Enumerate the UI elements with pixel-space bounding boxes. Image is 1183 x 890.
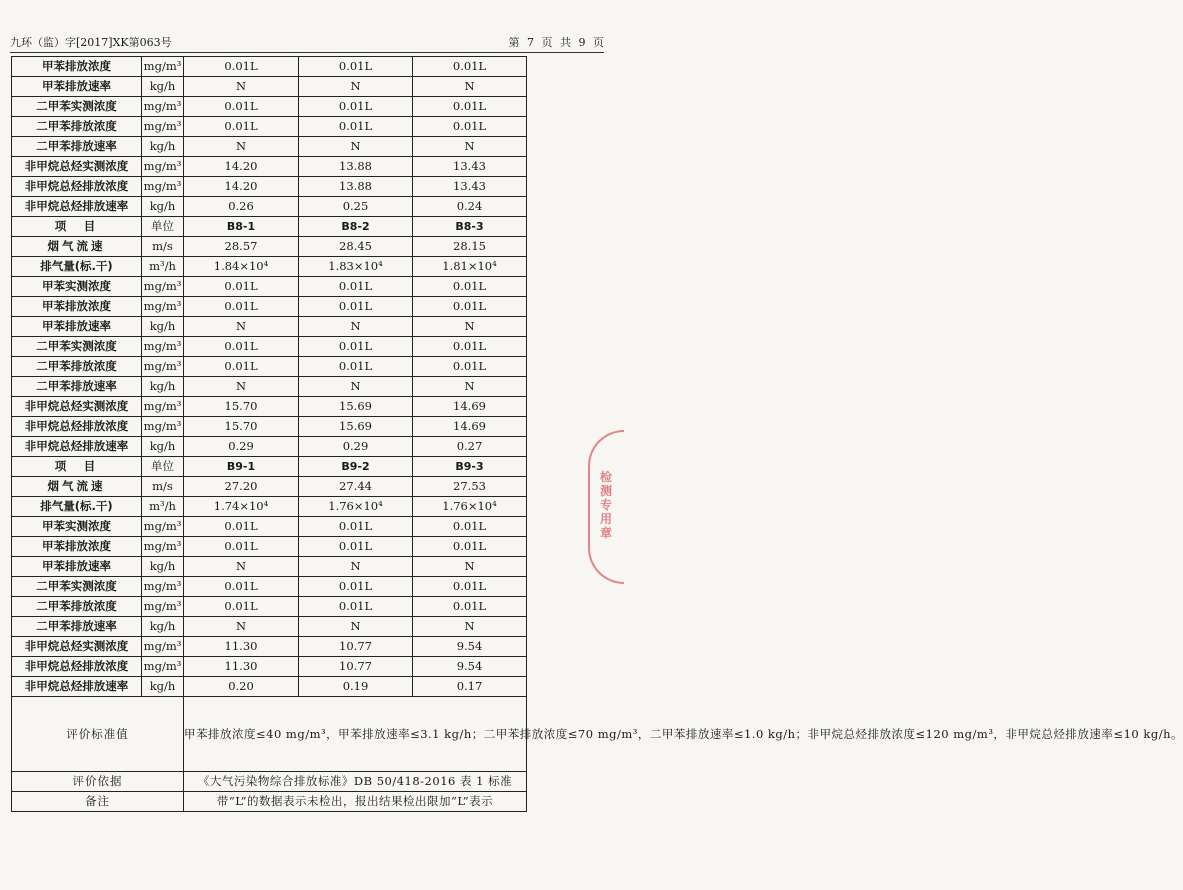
standard-text: 甲苯排放浓度≤40 mg/m³，甲苯排放速率≤3.1 kg/h；二甲苯排放浓度≤70 mg/m³，二甲苯排放速率≤1.0 kg/h；非甲烷总烃排放浓度≤120 mg/m³，非甲烷总烃排放速率≤10 kg/h。 bbox=[184, 697, 527, 772]
table-row bbox=[12, 237, 527, 257]
value-cell: N bbox=[299, 377, 413, 397]
value-cell: 0.01L bbox=[299, 517, 413, 537]
table-row bbox=[12, 537, 527, 557]
parameter-name: 二甲苯实测浓度 bbox=[12, 97, 142, 117]
table-row bbox=[12, 157, 527, 177]
value-cell: 11.30 bbox=[184, 657, 299, 677]
parameter-name: 项 目 bbox=[12, 217, 142, 237]
parameter-name: 二甲苯实测浓度 bbox=[12, 337, 142, 357]
parameter-name: 烟气流速 bbox=[12, 477, 142, 497]
value-cell: 0.01L bbox=[299, 97, 413, 117]
value-cell: N bbox=[299, 77, 413, 97]
project-header-row bbox=[12, 217, 527, 237]
table-row bbox=[12, 477, 527, 497]
table-row bbox=[12, 497, 527, 517]
value-cell: 0.20 bbox=[184, 677, 299, 697]
document-number: 九环（监）字[2017]XK第063号 bbox=[10, 36, 172, 49]
table-row bbox=[12, 337, 527, 357]
basis-label: 评价依据 bbox=[12, 772, 184, 792]
remark-text: 带“L”的数据表示未检出，报出结果检出限加“L”表示 bbox=[184, 792, 527, 812]
value-cell: 0.01L bbox=[184, 57, 299, 77]
value-cell: 10.77 bbox=[299, 657, 413, 677]
value-cell: 11.30 bbox=[184, 637, 299, 657]
table-row bbox=[12, 257, 527, 277]
value-cell: N bbox=[184, 137, 299, 157]
table-row bbox=[12, 577, 527, 597]
value-cell: B8-2 bbox=[299, 217, 413, 237]
value-cell: B9-2 bbox=[299, 457, 413, 477]
parameter-name: 非甲烷总烃实测浓度 bbox=[12, 637, 142, 657]
value-cell: 28.57 bbox=[184, 237, 299, 257]
parameter-name: 二甲苯排放速率 bbox=[12, 617, 142, 637]
value-cell: 0.01L bbox=[184, 97, 299, 117]
value-cell: N bbox=[299, 557, 413, 577]
parameter-name: 二甲苯排放速率 bbox=[12, 377, 142, 397]
value-cell: 0.01L bbox=[413, 337, 527, 357]
standard-label: 评价标准值 bbox=[12, 697, 184, 772]
parameter-name: 二甲苯排放速率 bbox=[12, 137, 142, 157]
unit-cell: m/s bbox=[142, 477, 184, 497]
value-cell: 0.01L bbox=[413, 597, 527, 617]
value-cell: 0.01L bbox=[184, 357, 299, 377]
value-cell: 9.54 bbox=[413, 657, 527, 677]
table-row bbox=[12, 677, 527, 697]
table-row bbox=[12, 657, 527, 677]
table-row bbox=[12, 597, 527, 617]
value-cell: 0.19 bbox=[299, 677, 413, 697]
value-cell: 0.25 bbox=[299, 197, 413, 217]
unit-cell: mg/m³ bbox=[142, 577, 184, 597]
value-cell: 27.44 bbox=[299, 477, 413, 497]
unit-cell: mg/m³ bbox=[142, 597, 184, 617]
unit-cell: kg/h bbox=[142, 77, 184, 97]
table-row bbox=[12, 617, 527, 637]
parameter-name: 非甲烷总烃实测浓度 bbox=[12, 397, 142, 417]
unit-cell: mg/m³ bbox=[142, 337, 184, 357]
parameter-name: 排气量(标.干) bbox=[12, 497, 142, 517]
value-cell: N bbox=[299, 617, 413, 637]
parameter-name: 非甲烷总烃排放速率 bbox=[12, 197, 142, 217]
table-row bbox=[12, 377, 527, 397]
value-cell: 0.01L bbox=[184, 597, 299, 617]
value-cell: 0.01L bbox=[184, 577, 299, 597]
value-cell: N bbox=[413, 377, 527, 397]
unit-cell: mg/m³ bbox=[142, 297, 184, 317]
remark-row bbox=[12, 792, 527, 812]
value-cell: 0.01L bbox=[299, 277, 413, 297]
unit-cell: kg/h bbox=[142, 317, 184, 337]
value-cell: 0.01L bbox=[413, 537, 527, 557]
parameter-name: 非甲烷总烃排放浓度 bbox=[12, 177, 142, 197]
parameter-name: 非甲烷总烃实测浓度 bbox=[12, 157, 142, 177]
value-cell: 0.17 bbox=[413, 677, 527, 697]
table-row bbox=[12, 417, 527, 437]
parameter-name: 甲苯排放浓度 bbox=[12, 57, 142, 77]
value-cell: 0.01L bbox=[413, 57, 527, 77]
parameter-name: 二甲苯排放浓度 bbox=[12, 357, 142, 377]
seal-text: 检测专用章 bbox=[600, 470, 613, 540]
value-cell: 0.01L bbox=[299, 337, 413, 357]
parameter-name: 甲苯排放浓度 bbox=[12, 537, 142, 557]
value-cell: 1.81×10⁴ bbox=[413, 257, 527, 277]
value-cell: 0.01L bbox=[413, 117, 527, 137]
unit-cell: kg/h bbox=[142, 557, 184, 577]
value-cell: N bbox=[413, 617, 527, 637]
header-divider bbox=[10, 52, 604, 53]
value-cell: 0.29 bbox=[299, 437, 413, 457]
table-row bbox=[12, 637, 527, 657]
value-cell: 0.01L bbox=[413, 297, 527, 317]
value-cell: 0.01L bbox=[413, 97, 527, 117]
value-cell: 0.01L bbox=[184, 277, 299, 297]
parameter-name: 二甲苯排放浓度 bbox=[12, 597, 142, 617]
parameter-name: 排气量(标.干) bbox=[12, 257, 142, 277]
page-number: 第 7 页 bbox=[508, 36, 553, 49]
value-cell: 0.01L bbox=[299, 577, 413, 597]
parameter-name: 非甲烷总烃排放速率 bbox=[12, 677, 142, 697]
value-cell: 1.84×10⁴ bbox=[184, 257, 299, 277]
basis-row bbox=[12, 772, 527, 792]
table-row bbox=[12, 197, 527, 217]
unit-cell: kg/h bbox=[142, 617, 184, 637]
value-cell: 27.53 bbox=[413, 477, 527, 497]
unit-cell: 单位 bbox=[142, 217, 184, 237]
unit-cell: mg/m³ bbox=[142, 157, 184, 177]
table-row bbox=[12, 177, 527, 197]
value-cell: N bbox=[413, 317, 527, 337]
parameter-name: 甲苯实测浓度 bbox=[12, 277, 142, 297]
value-cell: N bbox=[184, 77, 299, 97]
value-cell: 0.01L bbox=[184, 337, 299, 357]
value-cell: 9.54 bbox=[413, 637, 527, 657]
project-header-row bbox=[12, 457, 527, 477]
unit-cell: mg/m³ bbox=[142, 277, 184, 297]
value-cell: 0.01L bbox=[413, 277, 527, 297]
table-row bbox=[12, 357, 527, 377]
unit-cell: mg/m³ bbox=[142, 397, 184, 417]
value-cell: 0.24 bbox=[413, 197, 527, 217]
value-cell: 0.29 bbox=[184, 437, 299, 457]
value-cell: 0.01L bbox=[299, 297, 413, 317]
remark-label: 备注 bbox=[12, 792, 184, 812]
unit-cell: mg/m³ bbox=[142, 57, 184, 77]
value-cell: 28.45 bbox=[299, 237, 413, 257]
value-cell: 13.88 bbox=[299, 157, 413, 177]
unit-cell: 单位 bbox=[142, 457, 184, 477]
value-cell: 1.83×10⁴ bbox=[299, 257, 413, 277]
value-cell: N bbox=[184, 317, 299, 337]
unit-cell: mg/m³ bbox=[142, 117, 184, 137]
value-cell: 0.01L bbox=[184, 117, 299, 137]
parameter-name: 甲苯排放速率 bbox=[12, 77, 142, 97]
parameter-name: 非甲烷总烃排放浓度 bbox=[12, 657, 142, 677]
value-cell: B8-1 bbox=[184, 217, 299, 237]
unit-cell: kg/h bbox=[142, 677, 184, 697]
table-row bbox=[12, 397, 527, 417]
unit-cell: m³/h bbox=[142, 257, 184, 277]
value-cell: B9-1 bbox=[184, 457, 299, 477]
unit-cell: m/s bbox=[142, 237, 184, 257]
table-row bbox=[12, 97, 527, 117]
parameter-name: 二甲苯实测浓度 bbox=[12, 577, 142, 597]
value-cell: 15.70 bbox=[184, 417, 299, 437]
value-cell: 0.01L bbox=[299, 57, 413, 77]
value-cell: 14.69 bbox=[413, 417, 527, 437]
table-row bbox=[12, 297, 527, 317]
page-total: 共 9 页 bbox=[560, 36, 604, 49]
value-cell: 0.01L bbox=[184, 297, 299, 317]
unit-cell: m³/h bbox=[142, 497, 184, 517]
parameter-name: 项 目 bbox=[12, 457, 142, 477]
unit-cell: mg/m³ bbox=[142, 517, 184, 537]
value-cell: 14.69 bbox=[413, 397, 527, 417]
parameter-name: 甲苯实测浓度 bbox=[12, 517, 142, 537]
value-cell: 0.01L bbox=[299, 597, 413, 617]
table-row bbox=[12, 557, 527, 577]
value-cell: 0.01L bbox=[413, 517, 527, 537]
unit-cell: mg/m³ bbox=[142, 177, 184, 197]
value-cell: 0.01L bbox=[184, 537, 299, 557]
value-cell: 0.01L bbox=[184, 517, 299, 537]
unit-cell: mg/m³ bbox=[142, 417, 184, 437]
parameter-name: 非甲烷总烃排放速率 bbox=[12, 437, 142, 457]
value-cell: 0.01L bbox=[413, 577, 527, 597]
page-indicator bbox=[509, 34, 605, 50]
parameter-name: 非甲烷总烃排放浓度 bbox=[12, 417, 142, 437]
value-cell: N bbox=[184, 557, 299, 577]
parameter-name: 甲苯排放速率 bbox=[12, 557, 142, 577]
value-cell: N bbox=[413, 137, 527, 157]
value-cell: N bbox=[413, 557, 527, 577]
value-cell: N bbox=[184, 617, 299, 637]
unit-cell: kg/h bbox=[142, 377, 184, 397]
unit-cell: mg/m³ bbox=[142, 97, 184, 117]
value-cell: 13.43 bbox=[413, 177, 527, 197]
table-row bbox=[12, 137, 527, 157]
table-row bbox=[12, 117, 527, 137]
parameter-name: 甲苯排放浓度 bbox=[12, 297, 142, 317]
value-cell: 0.01L bbox=[299, 357, 413, 377]
value-cell: 14.20 bbox=[184, 177, 299, 197]
table-row bbox=[12, 77, 527, 97]
table-row bbox=[12, 517, 527, 537]
value-cell: 1.74×10⁴ bbox=[184, 497, 299, 517]
value-cell: 15.69 bbox=[299, 417, 413, 437]
value-cell: 27.20 bbox=[184, 477, 299, 497]
unit-cell: mg/m³ bbox=[142, 357, 184, 377]
value-cell: 28.15 bbox=[413, 237, 527, 257]
unit-cell: mg/m³ bbox=[142, 537, 184, 557]
value-cell: 15.69 bbox=[299, 397, 413, 417]
value-cell: N bbox=[299, 137, 413, 157]
value-cell: 1.76×10⁴ bbox=[413, 497, 527, 517]
value-cell: 13.88 bbox=[299, 177, 413, 197]
unit-cell: mg/m³ bbox=[142, 637, 184, 657]
value-cell: 14.20 bbox=[184, 157, 299, 177]
standard-row bbox=[12, 697, 527, 772]
page-header bbox=[10, 30, 604, 50]
value-cell: 13.43 bbox=[413, 157, 527, 177]
unit-cell: kg/h bbox=[142, 197, 184, 217]
unit-cell: kg/h bbox=[142, 437, 184, 457]
value-cell: B8-3 bbox=[413, 217, 527, 237]
value-cell: 0.26 bbox=[184, 197, 299, 217]
value-cell: 0.01L bbox=[413, 357, 527, 377]
unit-cell: mg/m³ bbox=[142, 657, 184, 677]
value-cell: 0.27 bbox=[413, 437, 527, 457]
table-row bbox=[12, 277, 527, 297]
parameter-name: 二甲苯排放浓度 bbox=[12, 117, 142, 137]
value-cell: 0.01L bbox=[299, 537, 413, 557]
table-row bbox=[12, 437, 527, 457]
value-cell: 15.70 bbox=[184, 397, 299, 417]
value-cell: 0.01L bbox=[299, 117, 413, 137]
value-cell: N bbox=[299, 317, 413, 337]
value-cell: N bbox=[184, 377, 299, 397]
value-cell: N bbox=[413, 77, 527, 97]
table-row bbox=[12, 317, 527, 337]
parameter-name: 烟气流速 bbox=[12, 237, 142, 257]
table-row bbox=[12, 57, 527, 77]
value-cell: 10.77 bbox=[299, 637, 413, 657]
basis-text: 《大气污染物综合排放标准》DB 50/418-2016 表 1 标准 bbox=[184, 772, 527, 792]
parameter-name: 甲苯排放速率 bbox=[12, 317, 142, 337]
value-cell: 1.76×10⁴ bbox=[299, 497, 413, 517]
unit-cell: kg/h bbox=[142, 137, 184, 157]
value-cell: B9-3 bbox=[413, 457, 527, 477]
